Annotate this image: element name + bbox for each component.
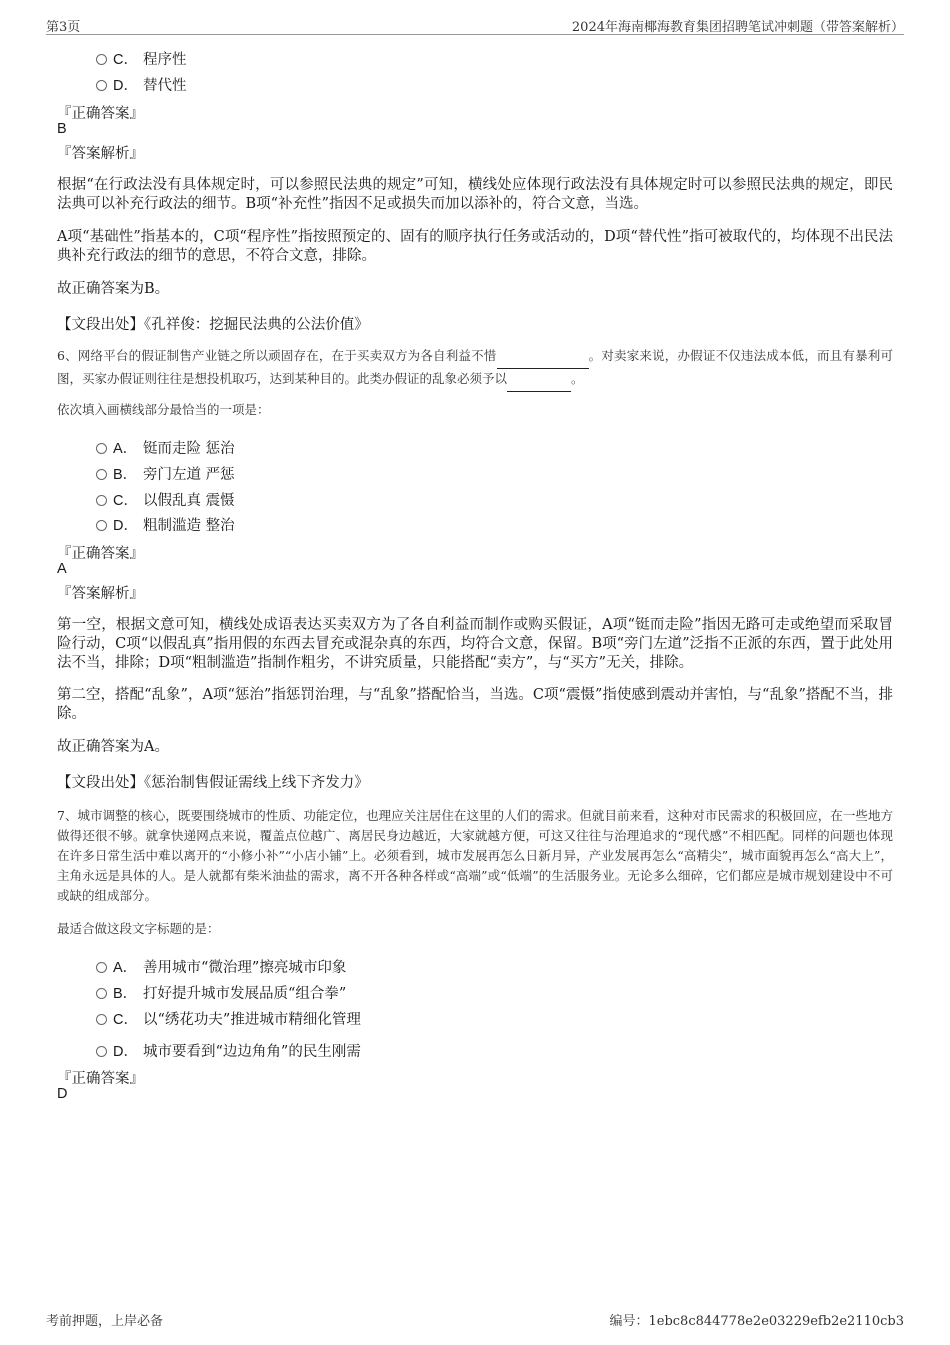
page-number: 第3页 <box>46 20 81 35</box>
q5-analysis-1: 根据“在行政法没有具体规定时，可以参照民法典的规定”可知，横线处应体现行政法没有具体规定时可以参照民法典的规定，即民法典可以补充行政法的细节。B项“补充性”指因不足或损失而加以添补的，符合文意，当选。 <box>57 177 893 212</box>
q7-answer-label: 『正确答案』 <box>57 1071 144 1087</box>
q6-option-b[interactable]: B． 旁门左道 严惩 <box>96 463 235 484</box>
q6-answer-label: 『正确答案』 <box>57 546 144 562</box>
q6-answer: A <box>57 561 67 577</box>
radio-icon[interactable] <box>96 54 107 65</box>
document-title: 2024年海南椰海教育集团招聘笔试冲刺题（带答案解析） <box>571 20 904 35</box>
q6-analysis-1: 第一空，根据文意可知，横线处成语表达买卖双方为了各自利益而制作或购买假证，A项“铤而走险”指因无路可走或绝望而采取冒险行动，C项“以假乱真”指用假的东西去冒充或混杂真的东西，均符合文意，保留。B项“旁门左道”泛指不正派的东西，置于此处用法不当，排除；D项“粗制滥造”指制作粗劣，不讲究质量，只能搭配“卖方”，与“买方”无关，排除。 <box>57 617 893 671</box>
q5-option-c[interactable]: C． 程序性 <box>96 48 187 69</box>
page-header <box>46 14 904 35</box>
q6-option-a[interactable]: A． 铤而走险 惩治 <box>96 437 235 458</box>
radio-icon[interactable] <box>96 469 107 480</box>
q6-option-c[interactable]: C． 以假乱真 震慑 <box>96 489 235 510</box>
q6-prompt: 依次填入画横线部分最恰当的一项是： <box>57 402 270 417</box>
radio-icon[interactable] <box>96 80 107 91</box>
q7-option-d[interactable]: D． 城市要看到“边边角角”的民生刚需 <box>96 1040 361 1061</box>
q7-answer: D <box>57 1086 68 1102</box>
q7-option-a[interactable]: A． 善用城市“微治理”擦亮城市印象 <box>96 956 346 977</box>
radio-icon[interactable] <box>96 1014 107 1025</box>
q5-analysis-3: 故正确答案为B。 <box>57 281 170 297</box>
q7-option-b[interactable]: B． 打好提升城市发展品质“组合拳” <box>96 982 346 1003</box>
fill-blank-1 <box>497 348 589 369</box>
q6-option-d[interactable]: D． 粗制滥造 整治 <box>96 514 235 535</box>
radio-icon[interactable] <box>96 1046 107 1057</box>
fill-blank-2 <box>507 371 571 392</box>
radio-icon[interactable] <box>96 520 107 531</box>
q6-analysis-3: 故正确答案为A。 <box>57 739 169 755</box>
q5-analysis-label: 『答案解析』 <box>57 146 144 162</box>
document-id: 编号：1ebc8c844778e2e03229efb2e2110cb3 <box>609 1314 904 1329</box>
q6-analysis-label: 『答案解析』 <box>57 586 144 602</box>
q5-option-d[interactable]: D． 替代性 <box>96 74 187 95</box>
q5-analysis-2: A项“基础性”指基本的，C项“程序性”指按照预定的、固有的顺序执行任务或活动的，D项“替代性”指可被取代的，均体现不出民法典补充行政法的细节的意思，不符合文意，排除。 <box>57 229 893 264</box>
q6-stem: 6、网络平台的假证制售产业链之所以顽固存在，在于买卖双方为各自利益不惜 。对卖家来说，办假证不仅违法成本低，而且有暴利可图，买家办假证则往往是想投机取巧，达到某种目的。此类办假证的乱象必须予以 。 <box>57 346 893 392</box>
q7-stem: 7、城市调整的核心，既要围绕城市的性质、功能定位，也理应关注居住在这里的人们的需求。但就目前来看，这种对市民需求的积极回应，在一些地方做得还很不够。就拿快递网点来说，覆盖点位越广、离居民身边越近，大家就越方便，可这又往往与治理追求的“现代感”不相匹配。同样的问题也体现在许多日常生活中难以离开的“小修小补”“小店小铺”上。必须看到，城市发展再怎么日新月异，产业发展再怎么“高精尖”，城市面貌再怎么“高大上”，主角永远是具体的人。是人就都有柴米油盐的需求，离不开各种各样或“高端”或“低端”的生活服务业。无论多么细碎，它们都应是城市规划建设中不可或缺的组成部分。 <box>57 808 893 903</box>
q6-analysis-2: 第二空，搭配“乱象”，A项“惩治”指惩罚治理，与“乱象”搭配恰当，当选。C项“震慑”指使感到震动并害怕，与“乱象”搭配不当，排除。 <box>57 687 893 722</box>
footer-slogan: 考前押题，上岸必备 <box>46 1314 164 1329</box>
page-footer <box>46 1310 904 1330</box>
q5-answer-label: 『正确答案』 <box>57 106 144 122</box>
radio-icon[interactable] <box>96 443 107 454</box>
q7-prompt: 最适合做这段文字标题的是： <box>57 921 220 936</box>
q5-source: 【文段出处】《孔祥俊：挖掘民法典的公法价值》 <box>57 317 369 333</box>
radio-icon[interactable] <box>96 962 107 973</box>
radio-icon[interactable] <box>96 988 107 999</box>
q6-source: 【文段出处】《惩治制售假证需线上线下齐发力》 <box>57 775 369 791</box>
q5-answer: B <box>57 121 67 137</box>
q7-option-c[interactable]: C． 以“绣花功夫”推进城市精细化管理 <box>96 1008 361 1029</box>
radio-icon[interactable] <box>96 495 107 506</box>
